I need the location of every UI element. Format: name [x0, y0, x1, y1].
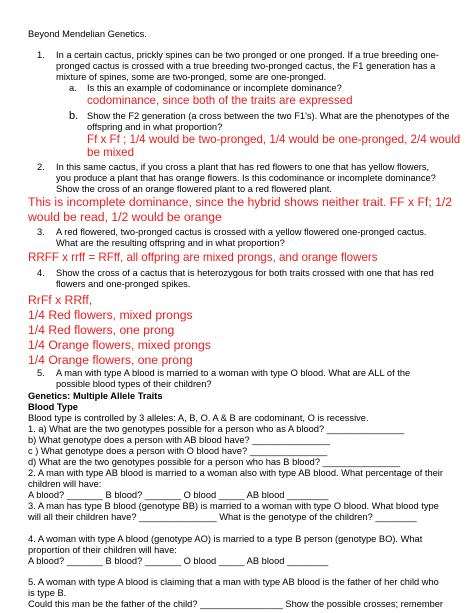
q1-number: 1. [37, 50, 45, 60]
blood-q3-line: will all their children have? _______________ What is the genotype of the children? ________ [28, 512, 417, 522]
blood-q5-line: Could this man be the father of the child? ________________ Show the possible crosses; remember [28, 599, 444, 609]
q1b-label: b. [69, 110, 79, 122]
section-heading: Genetics: Multiple Allele Traits [28, 391, 163, 401]
q1-text-line: pronged cactus is crossed with a true breeding two-pronged cactus, the F1 generation has a [56, 61, 436, 71]
blood-q1d: d) What are the two genotypes possible for a person who has B blood? _______________ [28, 457, 401, 467]
q1b-answer-line: be mixed [87, 146, 135, 159]
blood-q4-line: 4. A woman with type A blood (genotype AO) is married to a type B person (genotype BO). What [28, 534, 423, 544]
blood-q1a: 1. a) What are the two genotypes possible for a person who as A blood? _______________ [28, 424, 405, 434]
blood-q3-line: 3. A man has type B blood (genotype BB) is married to a woman with type O blood. What blood type [28, 501, 439, 511]
q5-text-line: A man with type A blood is married to a woman with type O blood. What are ALL of the [56, 368, 411, 378]
worksheet-title: Beyond Mendelian Genetics. [28, 29, 147, 39]
blood-q5-line: 5. A woman with type A blood is claiming that a man with type AB blood is the father of her child who [28, 577, 439, 587]
q1b-text-line: offspring and in what proportion? [87, 122, 223, 132]
q1b-answer-line: Ff x Ff ; 1/4 would be two-pronged, 1/4 would be one-pronged, 2/4 would [87, 133, 461, 146]
q2-text-line: In this same cactus, if you cross a plant that has red flowers to one that has yellow flowers, [56, 162, 430, 172]
q3-answer: RRFF x rrff = RFff, all offpring are mixed prongs, and orange flowers [28, 251, 378, 264]
blood-q5-line: is type B. [28, 588, 67, 598]
q4-answer-line: 1/4 Red flowers, mixed prongs [28, 308, 193, 322]
blood-q4-line: A blood? _______ B blood? _______ O blood _____ AB blood ________ [28, 556, 329, 566]
q3-text-line: What are the resulting offspring and in what proportion? [56, 238, 285, 248]
q4-answer-line: 1/4 Orange flowers, one prong [28, 353, 193, 367]
q4-answer-line: RrFf x RRff, [28, 293, 93, 307]
q1-text-line: In a certain cactus, prickly spines can be two pronged or one pronged. If a true breeding one- [56, 50, 439, 60]
sub-heading: Blood Type [28, 402, 78, 412]
q2-answer-line: would be read, 1/2 would be orange [28, 210, 222, 224]
blood-q4-line: proportion of their children will have: [28, 545, 177, 555]
q5-text-line: possible blood types of their children? [56, 379, 212, 389]
blood-q1b: b) What genotype does a person with AB blood have? _______________ [28, 435, 330, 445]
q5-number: 5. [37, 368, 45, 378]
q2-number: 2. [37, 162, 45, 172]
q4-text-line: flowers and one-pronged spikes. [56, 279, 191, 289]
blood-q2-line: A blood? _______ B blood? _______ O blood _____ AB blood ________ [28, 490, 329, 500]
q4-answer-line: 1/4 Red flowers, one prong [28, 323, 175, 337]
blood-intro: Blood type is controlled by 3 alleles: A, B, O. A & B are codominant, O is recessive. [28, 413, 369, 423]
q1b-text-line: Show the F2 generation (a cross between the two F1's). What are the phenotypes of the [87, 111, 450, 121]
q4-answer-line: 1/4 Orange flowers, mixed prongs [28, 338, 211, 352]
blood-q1c: c ) What genotype does a person with O blood have? _______________ [28, 446, 328, 456]
q1-text-line: mixture of spines, some are two-pronged, some are one-pronged. [56, 72, 327, 82]
q1a-answer: codominance, since both of the traits are expressed [87, 94, 353, 107]
q3-number: 3. [37, 227, 45, 237]
blood-q2-line: 2. A man with type AB blood is married to a woman also with type AB blood. What percentage of their [28, 468, 443, 478]
q1a-label: a. [69, 83, 77, 93]
q3-text-line: A red flowered, two-pronged cactus is crossed with a yellow flowered one-pronged cactus. [56, 227, 427, 237]
q2-answer-line: This is incomplete dominance, since the hybrid shows neither trait. FF x Ff; 1/2 [28, 195, 453, 209]
q1a-text: Is this an example of codominance or incomplete dominance? [87, 83, 342, 93]
q4-number: 4. [37, 268, 45, 278]
q2-text-line: Show the cross of an orange flowered plant to a red flowered plant. [56, 184, 332, 194]
blood-q2-line: children will have: [28, 479, 102, 489]
q4-text-line: Show the cross of a cactus that is heterozygous for both traits crossed with one that has red [56, 268, 434, 278]
q2-text-line: you produce a plant that has orange flowers. Is this codominance or incomplete dominance? [56, 173, 436, 183]
